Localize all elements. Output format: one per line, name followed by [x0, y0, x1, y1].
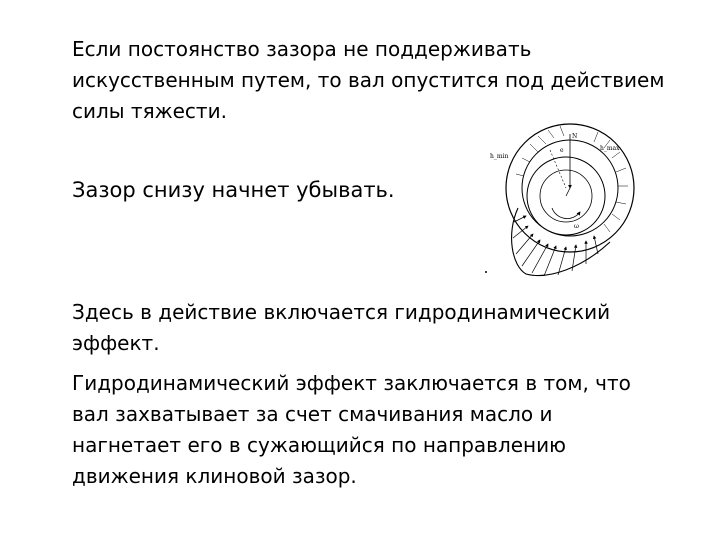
pressure-arrows — [513, 216, 598, 276]
label-hmin: h_min — [490, 153, 509, 160]
rotation-arrow — [552, 208, 580, 219]
paragraph-gap-decrease: Зазор снизу начнет убывать. — [72, 178, 395, 202]
label-hmax: h_max — [600, 145, 620, 152]
paragraph-effect-explanation: Гидродинамический эффект заключается в том, что вал захватывает за счет смачивания масло и нагнетает его в сужающийся по направлению движения клиновой зазор. — [72, 371, 631, 488]
bearing-diagram — [478, 116, 648, 282]
paragraph-gravity: Если постоянство зазора не поддерживать искусственным путем, то вал опустится под действием силы тяжести. — [72, 37, 665, 123]
label-n: N — [572, 133, 578, 140]
label-omega: ω — [574, 223, 579, 230]
paragraph-hydrodynamic-effect: Здесь в действие включается гидродинамический эффект. — [72, 300, 611, 355]
label-e: e — [560, 147, 564, 154]
